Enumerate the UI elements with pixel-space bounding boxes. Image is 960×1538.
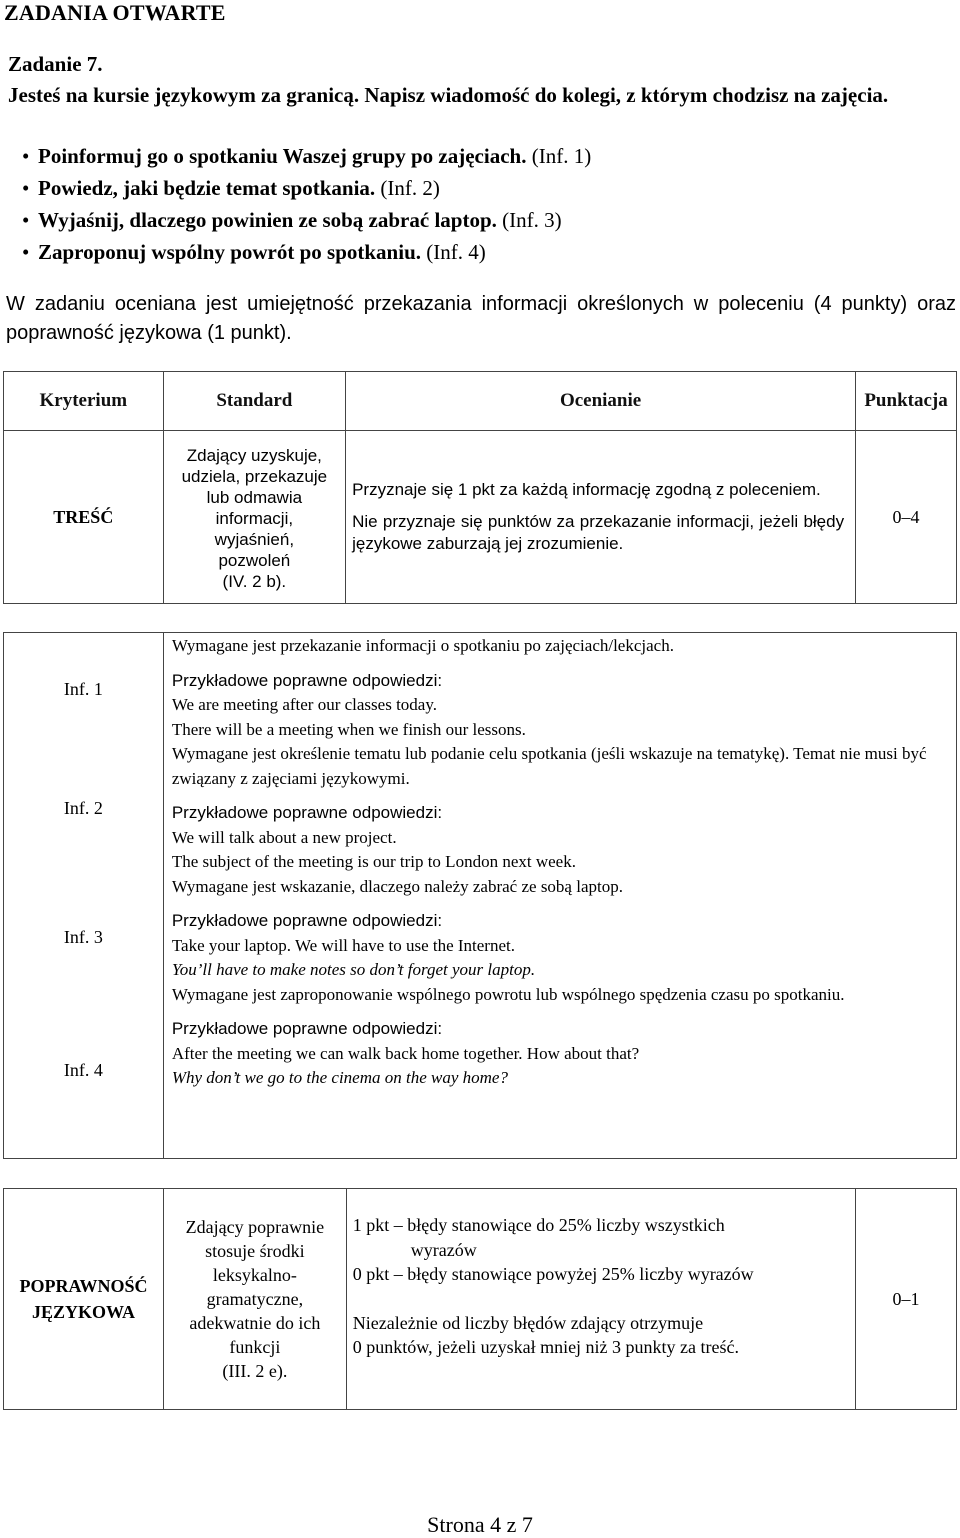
- standard-line: (III. 2 e).: [222, 1361, 288, 1381]
- criterion-cell: TREŚĆ: [4, 431, 164, 604]
- info-row: [4, 633, 957, 1159]
- section-heading: ZADANIA OTWARTE: [4, 0, 226, 25]
- header-kryterium: Kryterium: [4, 372, 164, 431]
- rating-text: Przyznaje się 1 pkt za każdą informację zgodną z poleceniem.: [352, 480, 821, 499]
- info-requirement: Wymagane jest zaproponowanie wspólnego powrotu lub wspólnego spędzenia czasu po spotkaniu.: [171, 984, 845, 1004]
- info-label: Inf. 3: [63, 927, 103, 947]
- bullet-icon: •: [22, 240, 30, 264]
- info-table: [3, 632, 957, 1159]
- rating-line: 1 pkt – błędy stanowiące do 25% liczby wszystkich: [352, 1215, 725, 1235]
- standard-line: pozwoleń: [218, 550, 291, 570]
- example-answer: We will talk about a new project.: [171, 827, 397, 847]
- example-answer: There will be a meeting when we finish our lessons.: [171, 719, 526, 739]
- page-footer: Strona 4 z 7: [427, 1512, 533, 1537]
- rating-line: Niezależnie od liczby błędów zdający otrzymuje: [352, 1312, 704, 1333]
- rating-line: 0 pkt – błędy stanowiące powyżej 25% liczby wyrazów: [352, 1264, 754, 1284]
- examples-label: Przykładowe poprawne odpowiedzi:: [171, 1019, 443, 1038]
- points-cell: 0–4: [856, 431, 957, 604]
- bullet-icon: •: [22, 176, 30, 200]
- bullet-item: [22, 172, 591, 204]
- standard-line: udziela, przekazuje: [181, 466, 328, 486]
- standard-line: Zdający uzyskuje,: [186, 445, 322, 465]
- example-answer: We are meeting after our classes today.: [171, 695, 437, 714]
- example-answer: Take your laptop. We will have to use the Internet.: [171, 935, 515, 955]
- rating-line: wyrazów: [410, 1239, 477, 1260]
- bullet-ref: (Inf. 1): [531, 144, 592, 168]
- example-answer: You’ll have to make notes so don’t forget your laptop.: [171, 960, 536, 979]
- scoring-note: W zadaniu oceniana jest umiejętność przekazania informacji określonych w poleceniu (4 punkty) oraz poprawność językowa (1 punkt).: [6, 293, 956, 344]
- bullet-icon: •: [22, 144, 30, 168]
- examples-label: Przykładowe poprawne odpowiedzi:: [171, 670, 443, 690]
- examples-label: Przykładowe poprawne odpowiedzi:: [171, 803, 443, 822]
- criterion-line: JĘZYKOWA: [31, 1302, 135, 1322]
- standard-line: lub odmawia: [206, 487, 303, 507]
- task-bullets: [22, 140, 591, 268]
- standard-line: stosuje środki: [205, 1241, 305, 1261]
- examples-label: Przykładowe poprawne odpowiedzi:: [171, 911, 443, 930]
- language-row: [4, 1189, 957, 1410]
- standard-line: funkcji: [229, 1337, 281, 1357]
- header-ocenianie: Ocenianie: [346, 372, 856, 431]
- rating-text: Nie przyznaje się punktów za przekazanie informacji, jeżeli błędy językowe zaburzają jej zrozumienie.: [352, 512, 845, 553]
- standard-line: leksykalno-: [212, 1265, 297, 1285]
- bullet-text: Wyjaśnij, dlaczego powinien ze sobą zabrać laptop.: [38, 208, 497, 232]
- info-content-cell: [163, 633, 956, 1159]
- language-table: [3, 1188, 957, 1410]
- criteria-table: [3, 371, 957, 604]
- standard-line: wyjaśnień,: [214, 529, 295, 549]
- info-label: Inf. 4: [63, 1060, 103, 1080]
- info-label: Inf. 1: [63, 679, 103, 699]
- bullet-text: Powiedz, jaki będzie temat spotkania.: [38, 176, 376, 200]
- criterion-line: POPRAWNOŚĆ: [19, 1276, 148, 1296]
- info-labels-cell: [4, 633, 164, 1159]
- example-answer: Why don’t we go to the cinema on the way home?: [171, 1068, 508, 1087]
- task-instruction: Jesteś na kursie językowym za granicą. Napisz wiadomość do kolegi, z którym chodzisz na zajęcia.: [8, 83, 889, 107]
- header-standard: Standard: [163, 372, 345, 431]
- bullet-text: Poinformuj go o spotkaniu Waszej grupy po zajęciach.: [38, 144, 527, 168]
- language-points-cell: 0–1: [856, 1189, 957, 1410]
- bullet-item: [22, 140, 591, 172]
- standard-line: adekwatnie do ich: [189, 1313, 321, 1333]
- info-requirement: Wymagane jest przekazanie informacji o spotkaniu po zajęciach/lekcjach.: [171, 636, 674, 655]
- info-label: Inf. 2: [63, 798, 103, 818]
- bullet-item: [22, 204, 591, 236]
- bullet-item: [22, 236, 591, 268]
- standard-line: informacji,: [215, 508, 294, 528]
- info-requirement: Wymagane jest wskazanie, dlaczego należy zabrać ze sobą laptop.: [171, 876, 623, 896]
- bullet-ref: (Inf. 3): [502, 208, 562, 232]
- rating-line: 0 punktów, jeżeli uzyskał mniej niż 3 punkty za treść.: [352, 1337, 740, 1357]
- bullet-icon: •: [22, 208, 30, 232]
- task-title: Zadanie 7.: [8, 52, 103, 76]
- language-rating-cell: [346, 1189, 855, 1410]
- bullet-ref: (Inf. 4): [426, 240, 486, 264]
- header-punktacja: Punktacja: [856, 372, 957, 431]
- bullet-ref: (Inf. 2): [380, 176, 440, 200]
- rating-cell: [346, 431, 856, 604]
- criteria-header-row: [4, 372, 957, 431]
- bullet-text: Zaproponuj wspólny powrót po spotkaniu.: [38, 240, 421, 264]
- standard-cell: [163, 431, 345, 604]
- criteria-row: [4, 431, 957, 604]
- example-answer: After the meeting we can walk back home together. How about that?: [171, 1043, 640, 1063]
- language-standard-cell: [163, 1189, 346, 1410]
- example-answer: The subject of the meeting is our trip to London next week.: [171, 852, 576, 871]
- standard-line: Zdający poprawnie: [185, 1217, 325, 1237]
- language-criterion-cell: [4, 1189, 164, 1410]
- standard-line: gramatyczne,: [206, 1289, 304, 1309]
- standard-line: (IV. 2 b).: [222, 571, 287, 591]
- info-requirement: Wymagane jest określenie tematu lub podanie celu spotkania (jeśli wskazuje na tematykę). Temat nie musi być związany z zajęciami językowymi.: [171, 744, 927, 788]
